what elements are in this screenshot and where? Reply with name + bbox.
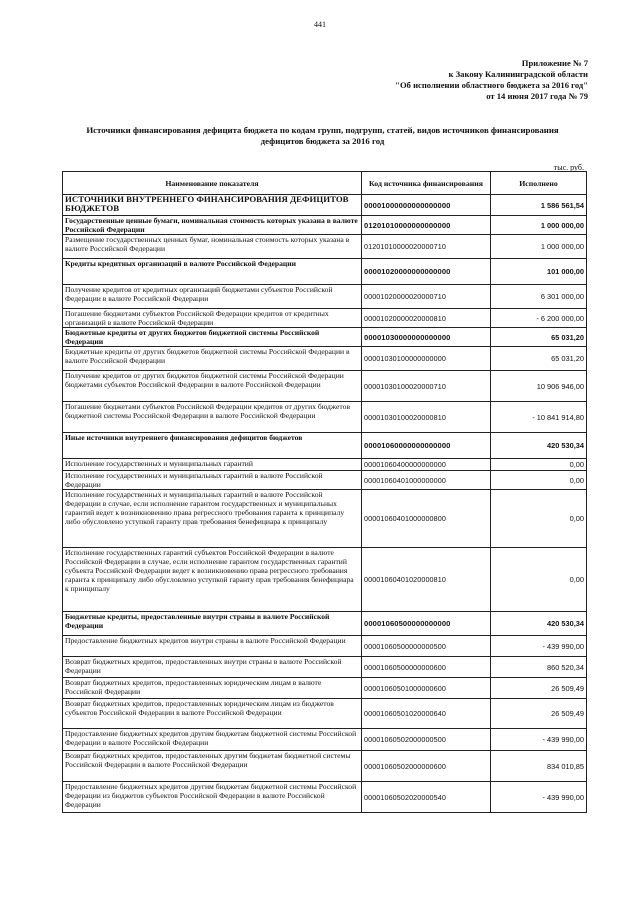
amount-cell: 0,00: [491, 459, 587, 471]
header-code: Код источника финансирования: [362, 172, 491, 195]
name-cell: Бюджетные кредиты от других бюджетов бюджетной системы Российской Федерации в валюте Российской Федерации: [63, 347, 362, 371]
code-cell: 00001060502020000540: [362, 782, 491, 813]
amount-cell: 420 530,34: [491, 612, 587, 636]
name-cell: Бюджетные кредиты от других бюджетов бюджетной системы Российской Федерации: [63, 328, 362, 347]
name-cell: Погашение бюджетами субъектов Российской Федерации кредитов от других бюджетов бюджетной системы Российской Федерации в валюте Российской Федерации: [63, 402, 362, 433]
code-cell: 00001060502000000600: [362, 751, 491, 782]
header-amount: Исполнено: [491, 172, 587, 195]
unit-label: тыс. руб.: [553, 163, 584, 172]
table-row: [63, 471, 587, 490]
name-cell: Исполнение государственных и муниципальных гарантий в валюте Российской Федерации в случае, если исполнение гарантом государственных и муниципальных гарантий ведет к возникновению права регрессного требования гаранта к принципалу либо обусловлено уступкой гаранту прав требования бенефициара к принципалу: [63, 490, 362, 548]
amount-cell: 860 520,34: [491, 657, 587, 678]
table-row: [63, 235, 587, 259]
appendix-line-1: Приложение № 7: [521, 58, 588, 68]
table-row: [63, 678, 587, 699]
name-cell: Возврат бюджетных кредитов, предоставленных другим бюджетам бюджетной системы Российской Федерации в валюте Российской Федерации: [63, 751, 362, 782]
code-cell: 00001020000020000810: [362, 309, 491, 328]
code-cell: 01201010000000000000: [362, 216, 491, 235]
table-row: [63, 402, 587, 433]
page-number: 441: [314, 20, 326, 29]
code-cell: 00001030000000000000: [362, 328, 491, 347]
amount-cell: - 439 990,00: [491, 782, 587, 813]
code-cell: 00001020000000000000: [362, 259, 491, 285]
name-cell: Иные источники внутреннего финансирования дефицитов бюджетов: [63, 433, 362, 459]
amount-cell: 65 031,20: [491, 328, 587, 347]
amount-cell: 101 000,00: [491, 259, 587, 285]
appendix-line-2: к Закону Калининградской области: [448, 69, 588, 79]
table-header-row: [63, 172, 587, 195]
title-line-2: дефицитов бюджета за 2016 год: [260, 136, 385, 146]
appendix-block: [268, 58, 588, 102]
amount-cell: - 6 200 000,00: [491, 309, 587, 328]
code-cell: 00001060401000000800: [362, 490, 491, 548]
code-cell: 00001060500000000600: [362, 657, 491, 678]
code-cell: 00001060400000000000: [362, 459, 491, 471]
amount-cell: 834 010,85: [491, 751, 587, 782]
table-row: [63, 612, 587, 636]
code-cell: 00001030100020000810: [362, 402, 491, 433]
amount-cell: 65 031,20: [491, 347, 587, 371]
name-cell: Предоставление бюджетных кредитов другим бюджетам бюджетной системы Российской Федерации в валюте Российской Федерации: [63, 729, 362, 751]
amount-cell: 10 906 946,00: [491, 371, 587, 402]
appendix-line-4: от 14 июня 2017 года № 79: [486, 91, 588, 101]
table-row: [63, 285, 587, 309]
code-cell: 00001060401020000810: [362, 548, 491, 612]
amount-cell: - 10 841 914,80: [491, 402, 587, 433]
name-cell: Исполнение государственных и муниципальных гарантий: [63, 459, 362, 471]
table-row: [63, 259, 587, 285]
name-cell: Возврат бюджетных кредитов, предоставленных внутри страны в валюте Российской Федерации: [63, 657, 362, 678]
table-row: [63, 636, 587, 657]
table-row: [63, 729, 587, 751]
name-cell: Государственные ценные бумаги, номинальная стоимость которых указана в валюте Российской Федерации: [63, 216, 362, 235]
name-cell: Предоставление бюджетных кредитов другим бюджетам бюджетной системы Российской Федерации из бюджетов субъектов Российской Федерации в валюте Российской Федерации: [63, 782, 362, 813]
title-line-1: Источники финансирования дефицита бюджета по кодам групп, подгрупп, статей, видов источников финансирования: [86, 125, 559, 135]
amount-cell: 0,00: [491, 490, 587, 548]
name-cell: Возврат бюджетных кредитов, предоставленных юридическим лицам из бюджетов субъектов Российской Федерации в валюте Российской Федерации: [63, 699, 362, 729]
name-cell: Исполнение государственных гарантий субъектов Российской Федерации в валюте Российской Федерации в случае, если исполнение гарантом государственных гарантий субъекта Российской Федерации ведет к возникновению права регрессного требования гаранта к принципалу либо обусловлено уступкой гаранту прав требования бенефициара к принципалу: [63, 548, 362, 612]
name-cell: Получение кредитов от других бюджетов бюджетной системы Российской Федерации бюджетами субъектов Российской Федерации в валюте Российской Федерации: [63, 371, 362, 402]
amount-cell: 6 301 000,00: [491, 285, 587, 309]
amount-cell: 0,00: [491, 548, 587, 612]
amount-cell: 0,00: [491, 471, 587, 490]
name-cell: ИСТОЧНИКИ ВНУТРЕННЕГО ФИНАНСИРОВАНИЯ ДЕФИЦИТОВ БЮДЖЕТОВ: [63, 195, 362, 216]
amount-cell: 1 586 561,54: [491, 195, 587, 216]
amount-cell: 26 509,49: [491, 699, 587, 729]
table-row: [63, 433, 587, 459]
amount-cell: 420 530,34: [491, 433, 587, 459]
table-row: [63, 459, 587, 471]
name-cell: Получение кредитов от кредитных организаций бюджетами субъектов Российской Федерации в валюте Российской Федерации: [63, 285, 362, 309]
code-cell: 00001060401000000000: [362, 471, 491, 490]
table-row: [63, 699, 587, 729]
header-name: Наименование показателя: [63, 172, 362, 195]
name-cell: Предоставление бюджетных кредитов внутри страны в валюте Российской Федерации: [63, 636, 362, 657]
amount-cell: - 439 990,00: [491, 729, 587, 751]
amount-cell: 1 000 000,00: [491, 216, 587, 235]
financing-sources-table: [62, 171, 587, 813]
name-cell: Размещение государственных ценных бумаг, номинальная стоимость которых указана в валюте Российской Федерации: [63, 235, 362, 259]
amount-cell: 1 000 000,00: [491, 235, 587, 259]
code-cell: 00001030100000000000: [362, 347, 491, 371]
appendix-line-3: "Об исполнении областного бюджета за 2016 год": [395, 80, 588, 90]
name-cell: Бюджетные кредиты, предоставленные внутри страны в валюте Российской Федерации: [63, 612, 362, 636]
code-cell: 00001020000020000710: [362, 285, 491, 309]
table-row: [63, 371, 587, 402]
code-cell: 01201010000020000710: [362, 235, 491, 259]
name-cell: Исполнение государственных и муниципальных гарантий в валюте Российской Федерации: [63, 471, 362, 490]
table-row: [63, 347, 587, 371]
name-cell: Погашение бюджетами субъектов Российской Федерации кредитов от кредитных организаций в валюте Российской Федерации: [63, 309, 362, 328]
code-cell: 00001060501020000640: [362, 699, 491, 729]
code-cell: 00001000000000000000: [362, 195, 491, 216]
code-cell: 00001060500000000500: [362, 636, 491, 657]
document-title: [60, 125, 585, 147]
name-cell: Кредиты кредитных организаций в валюте Российской Федерации: [63, 259, 362, 285]
table-row: [63, 309, 587, 328]
table-row: [63, 782, 587, 813]
code-cell: 00001060501000000600: [362, 678, 491, 699]
table-row: [63, 751, 587, 782]
amount-cell: - 439 990,00: [491, 636, 587, 657]
table-body: [63, 195, 587, 813]
table-row: [63, 548, 587, 612]
code-cell: 00001060502000000500: [362, 729, 491, 751]
amount-cell: 26 509,49: [491, 678, 587, 699]
name-cell: Возврат бюджетных кредитов, предоставленных юридическим лицам в валюте Российской Федерации: [63, 678, 362, 699]
table-row: [63, 216, 587, 235]
table-row: [63, 195, 587, 216]
table-row: [63, 328, 587, 347]
code-cell: 00001030100020000710: [362, 371, 491, 402]
code-cell: 00001060500000000000: [362, 612, 491, 636]
table-row: [63, 657, 587, 678]
code-cell: 00001060000000000000: [362, 433, 491, 459]
table-row: [63, 490, 587, 548]
